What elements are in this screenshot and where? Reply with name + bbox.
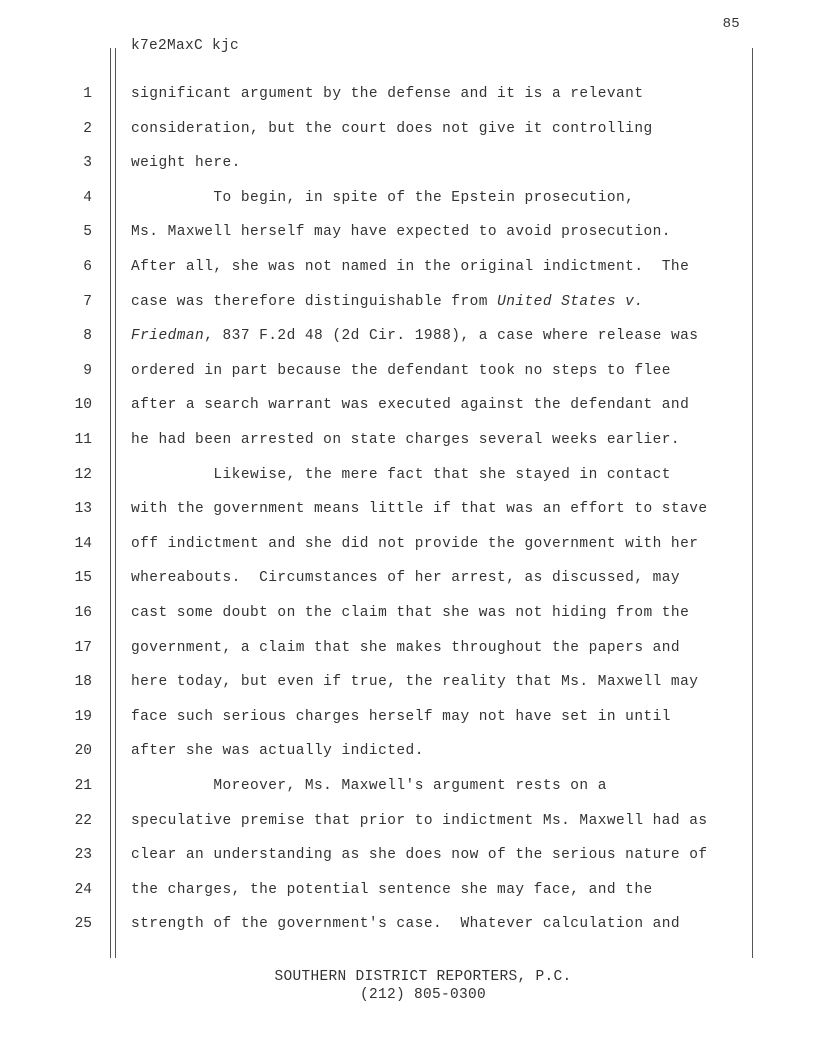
- line-number: 3: [83, 155, 92, 172]
- line-text-segment: Ms. Maxwell herself may have expected to avoid prosecution.: [131, 224, 671, 241]
- line-text: [131, 190, 634, 206]
- line-number: 18: [74, 674, 92, 691]
- line-number: 11: [74, 432, 92, 448]
- line-text-segment: government, a claim that she makes throughout the papers and: [131, 639, 681, 656]
- line-text: [131, 570, 680, 586]
- line-text: [131, 743, 424, 759]
- line-number: 4: [83, 189, 92, 206]
- line-text-segment: case was therefore distinguishable from: [131, 293, 498, 310]
- transcript-line: [0, 778, 816, 802]
- transcript-line: [0, 121, 816, 145]
- line-number: 2: [83, 120, 92, 137]
- case-citation-italic: United States v.: [497, 293, 644, 310]
- line-text-segment: , 837 F.2d 48 (2d Cir. 1988), a case where release was: [204, 328, 699, 345]
- transcript-line: [0, 605, 816, 629]
- line-text: [131, 847, 708, 863]
- transcript-line: [0, 259, 816, 283]
- line-text: [131, 536, 698, 552]
- line-number: 24: [74, 881, 92, 898]
- transcript-line: [0, 328, 816, 352]
- line-number: 13: [74, 501, 92, 518]
- line-number: 6: [83, 259, 92, 275]
- line-text-segment: clear an understanding as she does now of the serious nature of: [131, 847, 708, 864]
- line-text: [131, 709, 671, 725]
- line-number: 15: [74, 570, 92, 587]
- transcript-line: [0, 709, 816, 733]
- line-text-segment: strength of the government's case. Whatever calculation and: [131, 916, 681, 933]
- line-text: [131, 121, 653, 137]
- transcript-line: [0, 190, 816, 214]
- line-number: 1: [83, 86, 92, 102]
- line-text-segment: cast some doubt on the claim that she was not hiding from the: [131, 605, 690, 621]
- transcript-line: [0, 224, 816, 248]
- header-code: k7e2MaxC kjc: [131, 38, 240, 54]
- line-text: [131, 674, 698, 690]
- line-text-segment: face such serious charges herself may not have set in until: [131, 708, 671, 725]
- line-text: [131, 363, 671, 379]
- line-number: 19: [74, 708, 92, 725]
- line-text-segment: After all, she was not named in the original indictment. The: [131, 259, 690, 275]
- line-text-segment: weight here.: [131, 155, 241, 172]
- line-number: 5: [83, 224, 92, 241]
- line-text-segment: he had been arrested on state charges several weeks earlier.: [131, 432, 681, 448]
- footer: [0, 968, 816, 1004]
- line-text-segment: off indictment and she did not provide the government with her: [131, 535, 699, 552]
- transcript-line: [0, 432, 816, 456]
- line-text-segment: consideration, but the court does not give it controlling: [131, 120, 653, 137]
- footer-phone: (212) 805-0300: [359, 987, 487, 1003]
- line-text-segment: after she was actually indicted.: [131, 743, 424, 760]
- transcript-line: [0, 294, 816, 318]
- line-text: [131, 640, 680, 656]
- transcript-line: [0, 363, 816, 387]
- line-text: [131, 467, 671, 483]
- line-text-segment: ordered in part because the defendant took no steps to flee: [131, 362, 671, 379]
- line-number: 8: [83, 328, 92, 345]
- line-number: 22: [74, 812, 92, 829]
- transcript-line: [0, 640, 816, 664]
- line-number: 7: [83, 293, 92, 310]
- line-number: 9: [83, 362, 92, 379]
- transcript-line: [0, 467, 816, 491]
- footer-reporter: SOUTHERN DISTRICT REPORTERS, P.C.: [274, 969, 572, 985]
- transcript-line: [0, 155, 816, 179]
- line-number: 14: [74, 535, 92, 552]
- line-text: [131, 432, 680, 448]
- page-number: 85: [722, 16, 740, 32]
- line-text-segment: significant argument by the defense and it is a relevant: [131, 86, 644, 102]
- line-text-segment: whereabouts. Circumstances of her arrest, as discussed, may: [131, 570, 681, 587]
- line-text-segment: speculative premise that prior to indictment Ms. Maxwell had as: [131, 812, 708, 829]
- line-number: 16: [74, 605, 92, 621]
- line-number: 20: [74, 743, 92, 760]
- line-text: [131, 86, 643, 102]
- line-text: [131, 501, 708, 517]
- transcript-line: [0, 536, 816, 560]
- transcript-line: [0, 86, 816, 110]
- line-number: 12: [74, 466, 92, 483]
- line-text: [131, 882, 653, 898]
- line-text: [131, 916, 680, 932]
- line-text: [131, 224, 671, 240]
- line-number: 25: [74, 916, 92, 933]
- transcript-line: [0, 882, 816, 906]
- transcript-line: [0, 501, 816, 525]
- line-text: [131, 259, 689, 275]
- transcript-line: [0, 397, 816, 421]
- line-text: [131, 605, 689, 621]
- transcript-line: [0, 916, 816, 940]
- transcript-line: [0, 847, 816, 871]
- transcript-line: [0, 743, 816, 767]
- line-number: 10: [74, 397, 92, 414]
- line-text: [131, 813, 708, 829]
- line-text-segment: after a search warrant was executed against the defendant and: [131, 397, 690, 414]
- line-text-segment: with the government means little if that was an effort to stave: [131, 501, 708, 518]
- line-text-segment: the charges, the potential sentence she may face, and the: [131, 881, 653, 898]
- line-text: [131, 328, 698, 344]
- line-number: 21: [74, 778, 92, 794]
- line-text: [131, 155, 241, 171]
- line-number: 17: [74, 639, 92, 656]
- transcript-line: [0, 570, 816, 594]
- case-citation-italic: Friedman: [131, 328, 205, 345]
- line-text-segment: To begin, in spite of the Epstein prosecution,: [131, 189, 635, 206]
- line-text: [131, 294, 644, 310]
- line-text: [131, 397, 689, 413]
- line-text-segment: Moreover, Ms. Maxwell's argument rests on a: [131, 778, 607, 794]
- transcript-line: [0, 813, 816, 837]
- line-text: [131, 778, 607, 794]
- line-text-segment: Likewise, the mere fact that she stayed in contact: [131, 466, 671, 483]
- line-number: 23: [74, 847, 92, 864]
- line-text-segment: here today, but even if true, the reality that Ms. Maxwell may: [131, 674, 699, 691]
- transcript-line: [0, 674, 816, 698]
